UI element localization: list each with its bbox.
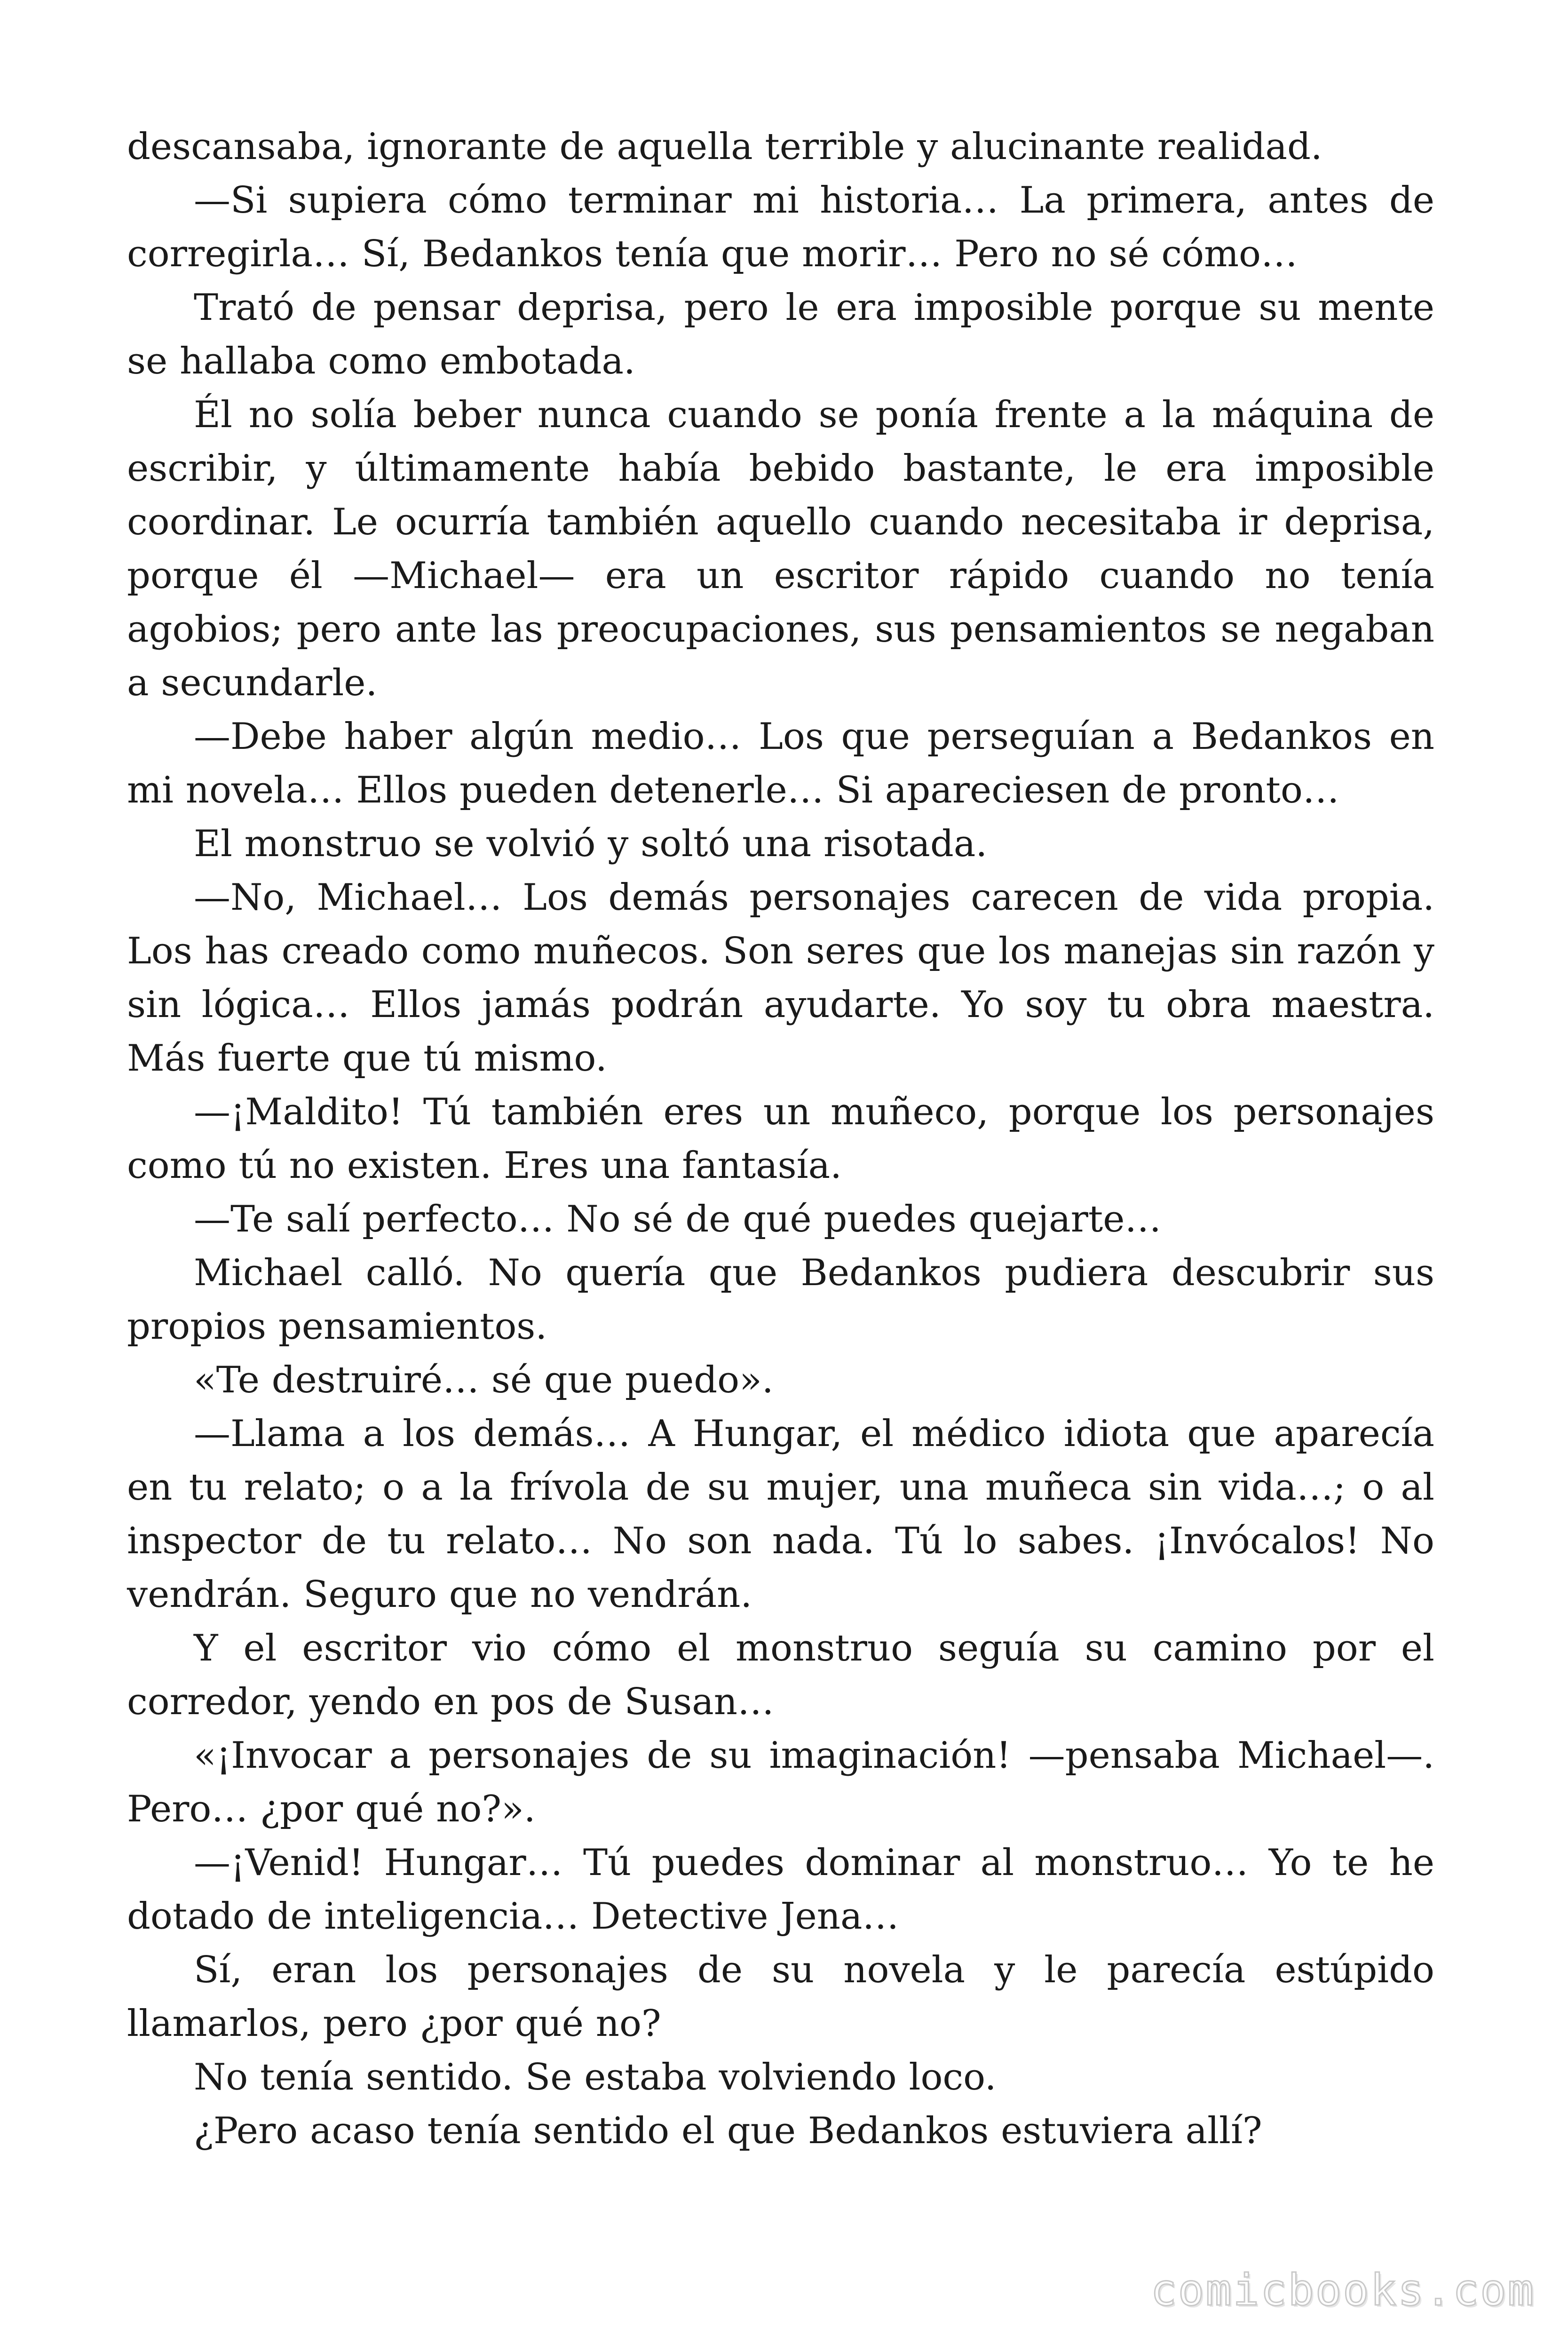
paragraph: —Debe haber algún medio… Los que perseguían a Bedankos en mi novela… Ellos pueden detenerle… Si apareciesen de pronto… [127,715,1434,811]
paragraph: —No, Michael… Los demás personajes carecen de vida propia. Los has creado como muñecos. Son seres que los manejas sin razón y sin lógica… Ellos jamás podrán ayudarte. Yo soy tu obra maestra. Más fuerte que tú mismo. [127,876,1434,1080]
paragraph: Sí, eran los personajes de su novela y le parecía estúpido llamarlos, pero ¿por qué no? [127,1949,1434,2045]
paragraph: —Llama a los demás… A Hungar, el médico idiota que aparecía en tu relato; o a la frívola de su mujer, una muñeca sin vida…; o al inspector de tu relato… No son nada. Tú lo sabes. ¡Invócalos! No vendrán. Seguro que no vendrán. [127,1413,1434,1616]
paragraph: Y el escritor vio cómo el monstruo seguía su camino por el corredor, yendo en pos de Susan… [127,1627,1434,1723]
paragraph: —¡Maldito! Tú también eres un muñeco, porque los personajes como tú no existen. Eres una fantasía. [127,1091,1434,1187]
watermark-logo: comicbooks.com [1150,2265,1535,2315]
paragraph: —¡Venid! Hungar… Tú puedes dominar al monstruo… Yo te he dotado de inteligencia… Detective Jena… [127,1842,1434,1938]
paragraph: «¡Invocar a personajes de su imaginación! —pensaba Michael—. Pero… ¿por qué no?». [127,1734,1434,1830]
paragraph: —Si supiera cómo terminar mi historia… La primera, antes de corregirla… Sí, Bedankos tenía que morir… Pero no sé cómo… [127,179,1434,275]
paragraph: descansaba, ignorante de aquella terrible y alucinante realidad. [127,126,1323,168]
paragraph: Él no solía beber nunca cuando se ponía frente a la máquina de escribir, y últimamente había bebido bastante, le era imposible coordinar. Le ocurría también aquello cuando necesitaba ir deprisa, porque él —Michael— era un escritor rápido cuando no tenía agobios; pero ante las preocupaciones, sus pensamientos se negaban a secundarle. [127,394,1434,704]
paragraph: El monstruo se volvió y soltó una risotada. [194,823,988,865]
page-text-body [127,120,1434,2158]
paragraph: ¿Pero acaso tenía sentido el que Bedankos estuviera allí? [194,2110,1262,2152]
paragraph: «Te destruiré… sé que puedo». [194,1359,774,1401]
paragraph: Michael calló. No quería que Bedankos pudiera descubrir sus propios pensamientos. [127,1252,1434,1348]
paragraph: Trató de pensar deprisa, pero le era imposible porque su mente se hallaba como embotada. [127,286,1434,382]
paragraph: No tenía sentido. Se estaba volviendo loco. [194,2056,997,2098]
paragraph: —Te salí perfecto… No sé de qué puedes quejarte… [194,1198,1162,1240]
